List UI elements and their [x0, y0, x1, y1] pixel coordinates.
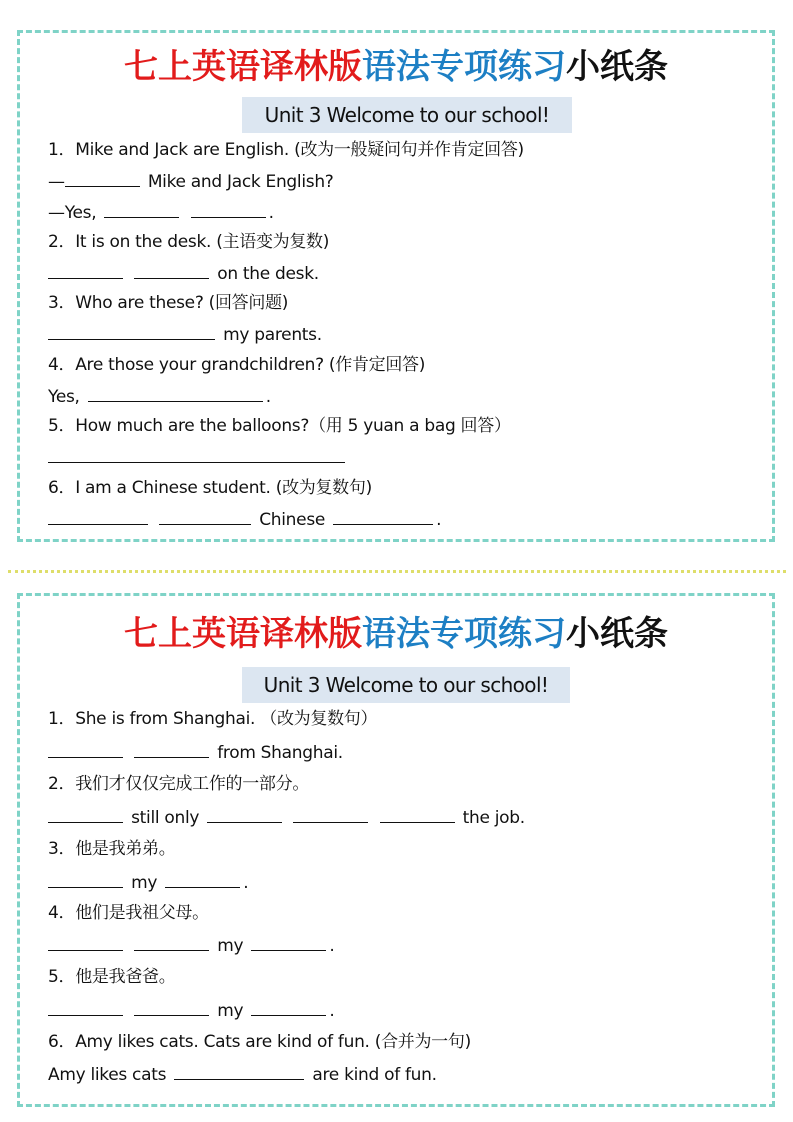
answer-blank[interactable]	[48, 871, 123, 888]
answer-blank[interactable]	[48, 262, 123, 279]
answer-blank[interactable]	[293, 806, 368, 823]
worksheet-title	[20, 47, 772, 87]
question-4-prompt: 4．他们是我祖父母。	[48, 903, 209, 923]
title-part-blue: 语法专项练习	[362, 614, 566, 654]
question-1-prompt: 1．She is from Shanghai. （改为复数句）	[48, 709, 378, 729]
answer-blank[interactable]	[65, 170, 140, 187]
question-1-answer: from Shanghai.	[48, 741, 343, 764]
answer-blank[interactable]	[191, 201, 266, 218]
answer-blank[interactable]	[48, 446, 345, 463]
answer-blank[interactable]	[251, 999, 326, 1016]
question-1-answer-q: — Mike and Jack English?	[48, 172, 334, 192]
answer-blank[interactable]	[134, 262, 209, 279]
question-6-answer: Chinese .	[48, 508, 441, 531]
question-3-prompt: 3．他是我弟弟。	[48, 839, 176, 859]
question-2-answer: still only the job.	[48, 806, 525, 829]
question-6-prompt: 6．Amy likes cats. Cats are kind of fun. (合并为一句)	[48, 1032, 471, 1052]
question-4-answer: Yes, .	[48, 387, 271, 407]
worksheet-title	[20, 614, 772, 654]
unit-heading: Unit 3 Welcome to our school!	[242, 667, 570, 703]
answer-blank[interactable]	[48, 741, 123, 758]
title-part-red: 七上英语译林版	[124, 614, 362, 654]
answer-blank[interactable]	[333, 508, 433, 525]
answer-blank[interactable]	[48, 508, 148, 525]
question-1-answer-a: —Yes, .	[48, 203, 274, 223]
question-5-prompt: 5．How much are the balloons?（用 5 yuan a bag 回答）	[48, 416, 511, 436]
question-6-prompt: 6．I am a Chinese student. (改为复数句)	[48, 478, 372, 498]
answer-blank[interactable]	[165, 871, 240, 888]
answer-blank[interactable]	[380, 806, 455, 823]
answer-blank[interactable]	[48, 999, 123, 1016]
worksheet-card-1	[17, 30, 775, 542]
title-part-red: 七上英语译林版	[124, 47, 362, 87]
question-2-answer: on the desk.	[48, 262, 319, 285]
question-4-answer: my .	[48, 934, 334, 957]
question-3-answer: my .	[48, 871, 248, 894]
answer-blank[interactable]	[48, 806, 123, 823]
worksheet-card-2	[17, 593, 775, 1107]
answer-blank[interactable]	[48, 934, 123, 951]
title-part-black: 小纸条	[566, 614, 668, 654]
answer-blank[interactable]	[104, 201, 179, 218]
answer-blank[interactable]	[134, 934, 209, 951]
cut-line-divider	[8, 570, 786, 573]
answer-blank[interactable]	[159, 508, 251, 525]
question-3-prompt: 3．Who are these? (回答问题)	[48, 293, 289, 313]
question-5-answer	[48, 446, 348, 469]
answer-blank[interactable]	[48, 323, 215, 340]
question-5-prompt: 5．他是我爸爸。	[48, 967, 176, 987]
unit-heading: Unit 3 Welcome to our school!	[242, 97, 572, 133]
question-3-answer: my parents.	[48, 323, 322, 346]
question-4-prompt: 4．Are those your grandchildren? (作肯定回答)	[48, 355, 426, 375]
answer-blank[interactable]	[251, 934, 326, 951]
answer-blank[interactable]	[134, 999, 209, 1016]
title-part-blue: 语法专项练习	[362, 47, 566, 87]
question-2-prompt: 2．It is on the desk. (主语变为复数)	[48, 232, 330, 252]
answer-blank[interactable]	[174, 1063, 304, 1080]
answer-blank[interactable]	[88, 385, 263, 402]
question-1-prompt: 1．Mike and Jack are English. (改为一般疑问句并作肯定回答)	[48, 140, 524, 160]
answer-blank[interactable]	[134, 741, 209, 758]
question-2-prompt: 2．我们才仅仅完成工作的一部分。	[48, 774, 310, 794]
question-6-answer: Amy likes cats are kind of fun.	[48, 1065, 437, 1085]
question-5-answer: my .	[48, 999, 334, 1022]
title-part-black: 小纸条	[566, 47, 668, 87]
answer-blank[interactable]	[207, 806, 282, 823]
